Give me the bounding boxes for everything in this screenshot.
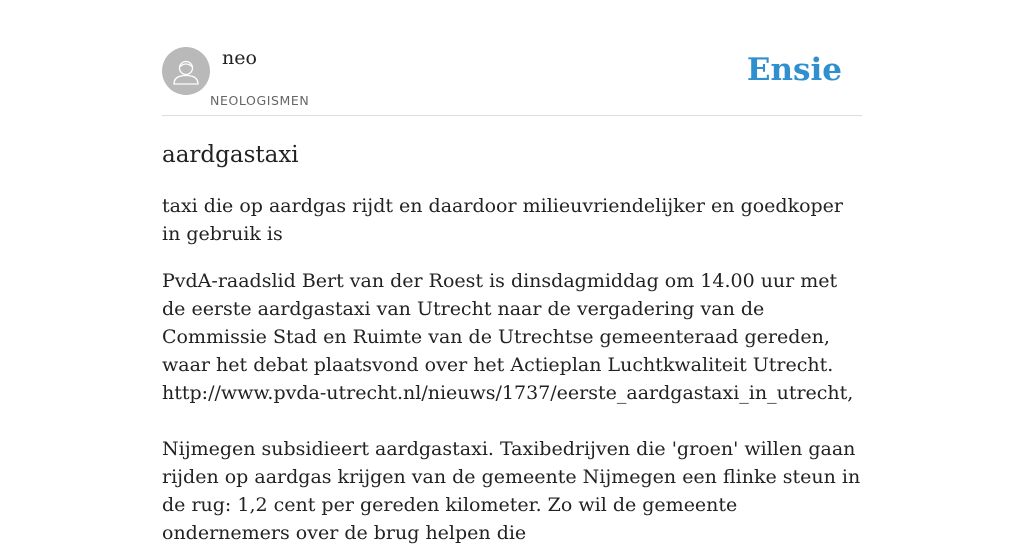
entry-title: aardgastaxi <box>162 142 299 168</box>
ensie-logo[interactable]: Ensie <box>746 52 842 88</box>
author-link[interactable]: neo <box>222 47 257 69</box>
entry-header <box>162 0 862 116</box>
entry-examples <box>162 267 862 547</box>
entry-page <box>162 0 862 544</box>
example-source-link: http://www.pvda-utrecht.nl/nieuws/1737/eerste_aardgastaxi_in_utrecht, <box>162 382 854 404</box>
example-text-2: Nijmegen subsidieert aardgastaxi. Taxibedrijven die 'groen' willen gaan rijden op aardgas krijgen van de gemeente Nijmegen een flinke steun in de rug: 1,2 cent per gereden kilometer. Zo wil de gemeente ondernemers over de brug helpen die <box>162 438 861 544</box>
user-avatar[interactable] <box>162 47 210 95</box>
user-icon <box>162 47 210 95</box>
category-label[interactable]: NEOLOGISMEN <box>210 93 310 108</box>
entry-definition: taxi die op aardgas rijdt en daardoor milieuvriendelijker en goedkoper in gebruik is <box>162 195 844 245</box>
example-text-1: PvdA-raadslid Bert van der Roest is dinsdagmiddag om 14.00 uur met de eerste aardgastaxi van Utrecht naar de vergadering van de Commissie Stad en Ruimte van de Utrechtse gemeenteraad gereden, waar het debat plaatsvond over het Actieplan Luchtkwaliteit Utrecht. <box>162 270 838 376</box>
paragraph-gap <box>162 407 862 435</box>
